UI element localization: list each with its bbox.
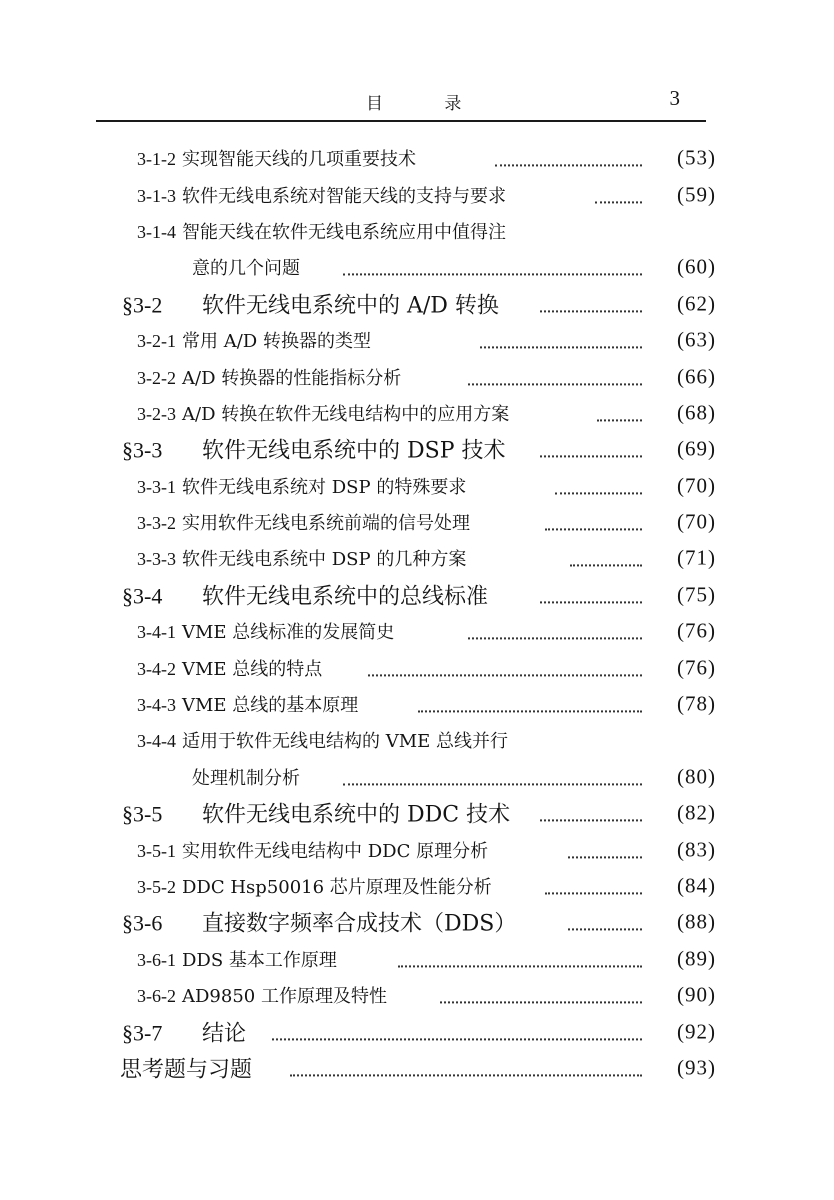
- toc-entry-number: 3-2-3: [137, 403, 176, 424]
- toc-entry: [0, 249, 834, 285]
- toc-entry-title: A/D 转换器的性能指标分析: [182, 367, 402, 389]
- toc-entry-number: 3-4-1: [137, 622, 176, 643]
- toc-entry-number: 3-5-1: [137, 840, 176, 861]
- toc-entry-number: 3-1-2: [137, 149, 176, 170]
- toc-entry-text: [122, 434, 506, 465]
- toc-entry: [0, 468, 834, 504]
- toc-entry-page: (69): [677, 436, 716, 461]
- toc-entry-title: 实现智能天线的几项重要技术: [182, 149, 416, 171]
- toc-entry: [0, 686, 834, 722]
- dot-leader: [290, 1064, 642, 1076]
- toc-entry-number: 3-3-3: [137, 549, 176, 570]
- toc-entry-number: 3-1-3: [137, 185, 176, 206]
- toc-entry-title: A/D 转换在软件无线电结构中的应用方案: [182, 403, 510, 425]
- toc-entry: [0, 286, 834, 322]
- dot-leader: [568, 846, 642, 858]
- toc-entry-number: 3-2-1: [137, 331, 176, 352]
- toc-entry-page: (62): [677, 291, 716, 316]
- toc-entry-page: (66): [677, 364, 716, 389]
- toc-entry-page: (80): [677, 764, 716, 789]
- toc-entry-number: 3-2-2: [137, 367, 176, 388]
- toc-entry-page: (76): [677, 655, 716, 680]
- toc-entry-number: §3-7: [122, 1020, 163, 1046]
- toc-entry-title: 软件无线电系统中的总线标准: [202, 584, 489, 610]
- toc-entry-page: (70): [677, 509, 716, 534]
- toc-entry: [0, 941, 834, 977]
- toc-entry-title: 实用软件无线电结构中 DDC 原理分析: [182, 840, 489, 862]
- dot-leader: [597, 409, 642, 421]
- toc-entry-title: 适用于软件无线电结构的 VME 总线并行: [182, 731, 509, 753]
- toc-entry: [0, 176, 834, 212]
- toc-entry-title: 软件无线电系统对智能天线的支持与要求: [182, 185, 506, 207]
- toc-entry-text: [137, 982, 387, 1008]
- dot-leader: [555, 482, 642, 494]
- dot-leader: [480, 337, 642, 349]
- toc-entry-title: DDS 基本工作原理: [182, 949, 337, 971]
- toc-entry-number: §3-5: [122, 801, 163, 827]
- toc-entry-text: [137, 946, 337, 972]
- dot-leader: [540, 591, 642, 603]
- dot-leader: [468, 373, 642, 385]
- toc-entry: [0, 213, 834, 249]
- dot-leader: [468, 628, 642, 640]
- dot-leader: [440, 992, 642, 1004]
- toc-entry-text: [137, 873, 492, 899]
- toc-entry-text: [122, 288, 499, 319]
- toc-entry-page: (88): [677, 909, 716, 934]
- toc-entry-text: [122, 1016, 246, 1047]
- toc-entry: [0, 1013, 834, 1049]
- toc-entry-text: [137, 327, 371, 353]
- toc-entry: [0, 540, 834, 576]
- toc-entry-text: [137, 837, 488, 863]
- toc-entry-number: 3-3-2: [137, 513, 176, 534]
- dot-leader: [540, 446, 642, 458]
- toc-entry-number: 3-3-1: [137, 476, 176, 497]
- dot-leader: [540, 810, 642, 822]
- dot-leader: [570, 555, 642, 567]
- toc-entry-number: §3-2: [122, 292, 163, 318]
- toc-entry-text: [137, 182, 506, 208]
- toc-entry-number: 3-4-4: [137, 731, 176, 752]
- toc-entry: [0, 431, 834, 467]
- toc-entry-page: (78): [677, 691, 716, 716]
- toc-entry-text: [122, 907, 516, 938]
- toc-entry-title: 直接数字频率合成技术（DDS）: [202, 911, 517, 937]
- toc-entry-title: DDC Hsp50016 芯片原理及性能分析: [182, 877, 492, 898]
- toc-entry-text: [137, 400, 509, 426]
- toc-entry-page: (63): [677, 327, 716, 352]
- toc-entry-text: [137, 218, 506, 244]
- toc-entry-page: (53): [677, 145, 716, 170]
- toc-entry-text: [192, 764, 300, 790]
- toc-entry: [0, 140, 834, 176]
- toc-entry-page: (71): [677, 545, 716, 570]
- toc-entry-text: [137, 509, 470, 535]
- toc-entry-number: 3-6-1: [137, 949, 176, 970]
- toc-entry-title: 软件无线电系统中的 DSP 技术: [202, 438, 506, 464]
- toc-entry-text: [137, 618, 394, 644]
- toc-entry: [0, 831, 834, 867]
- toc-entry-title: 软件无线电系统中 DSP 的几种方案: [182, 549, 467, 571]
- toc-entry-text: [137, 727, 508, 753]
- toc-entry-page: (59): [677, 182, 716, 207]
- toc-entry: [0, 795, 834, 831]
- dot-leader: [568, 919, 642, 931]
- dot-leader: [272, 1028, 642, 1040]
- dot-leader: [540, 300, 642, 312]
- toc-entry-title: 软件无线电系统中的 DDC 技术: [202, 802, 511, 828]
- toc-entry-text: [137, 364, 401, 390]
- toc-entry-number: §3-6: [122, 910, 163, 936]
- toc-entry-title: 实用软件无线电系统前端的信号处理: [182, 513, 470, 535]
- toc-entry-text: [192, 254, 300, 280]
- toc-entry-page: (90): [677, 982, 716, 1007]
- toc-entry: [0, 322, 834, 358]
- toc-entry-number: §3-4: [122, 583, 163, 609]
- toc-entry-title: 软件无线电系统中的 A/D 转换: [202, 293, 499, 319]
- toc-entry-page: (76): [677, 618, 716, 643]
- toc-entry-number: 3-5-2: [137, 877, 176, 897]
- toc-entry-title: VME 总线的基本原理: [182, 695, 359, 717]
- dot-leader: [398, 955, 642, 967]
- dot-leader: [545, 518, 642, 530]
- header-title: 目 录: [366, 94, 490, 114]
- toc-entry: [0, 395, 834, 431]
- dot-leader: [495, 155, 642, 167]
- toc-entry-title: 结论: [202, 1021, 247, 1047]
- toc-entry: [0, 504, 834, 540]
- dot-leader: [368, 664, 642, 676]
- toc-entry-text: [122, 579, 488, 610]
- toc-entry-number: 3-4-2: [137, 658, 176, 679]
- toc-entry-page: (83): [677, 837, 716, 862]
- header-page-number: 3: [669, 86, 680, 110]
- toc-entry: [0, 649, 834, 685]
- toc-entry-title: 思考题与习题: [120, 1057, 253, 1083]
- toc-entry-text: [137, 691, 358, 717]
- toc-entry-title: VME 总线标准的发展简史: [182, 622, 395, 644]
- toc-entry: [0, 358, 834, 394]
- toc-entry: [0, 868, 834, 904]
- toc-entry-text: [137, 655, 322, 681]
- toc-entry: [0, 904, 834, 940]
- dot-leader: [595, 191, 642, 203]
- toc-entry: [0, 613, 834, 649]
- toc-entry-title: 常用 A/D 转换器的类型: [182, 331, 371, 353]
- toc-entry-text: [137, 145, 416, 171]
- table-of-contents: [0, 140, 834, 1086]
- toc-entry: [0, 722, 834, 758]
- toc-entry-page: (92): [677, 1019, 716, 1044]
- toc-entry: [0, 577, 834, 613]
- toc-entry-number: 3-6-2: [137, 986, 176, 1007]
- toc-entry-page: (84): [677, 873, 716, 898]
- toc-entry-page: (70): [677, 473, 716, 498]
- toc-entry-title: 智能天线在软件无线电系统应用中值得注: [182, 221, 506, 243]
- toc-entry-text: [137, 545, 466, 571]
- toc-entry-page: (89): [677, 946, 716, 971]
- toc-entry-number: §3-3: [122, 437, 163, 463]
- dot-leader: [418, 700, 642, 712]
- toc-entry-page: (75): [677, 582, 716, 607]
- toc-entry-title: VME 总线的特点: [182, 658, 323, 680]
- toc-entry-number: 3-1-4: [137, 221, 176, 242]
- toc-entry: [0, 1050, 834, 1086]
- toc-entry: [0, 977, 834, 1013]
- toc-entry-page: (60): [677, 254, 716, 279]
- toc-entry-text: [137, 473, 466, 499]
- toc-entry-text: [122, 798, 510, 829]
- toc-entry-title: 处理机制分析: [192, 767, 300, 789]
- dot-leader: [343, 264, 642, 276]
- toc-entry-text: [120, 1052, 252, 1083]
- running-header: [96, 86, 706, 122]
- toc-entry-page: (82): [677, 800, 716, 825]
- dot-leader: [343, 773, 642, 785]
- toc-entry-title: 意的几个问题: [192, 258, 300, 280]
- toc-entry-title: AD9850 工作原理及特性: [182, 986, 387, 1008]
- toc-entry: [0, 759, 834, 795]
- toc-entry-number: 3-4-3: [137, 695, 176, 716]
- toc-entry-page: (68): [677, 400, 716, 425]
- toc-entry-title: 软件无线电系统对 DSP 的特殊要求: [182, 476, 467, 498]
- dot-leader: [545, 882, 642, 894]
- toc-entry-page: (93): [677, 1055, 716, 1080]
